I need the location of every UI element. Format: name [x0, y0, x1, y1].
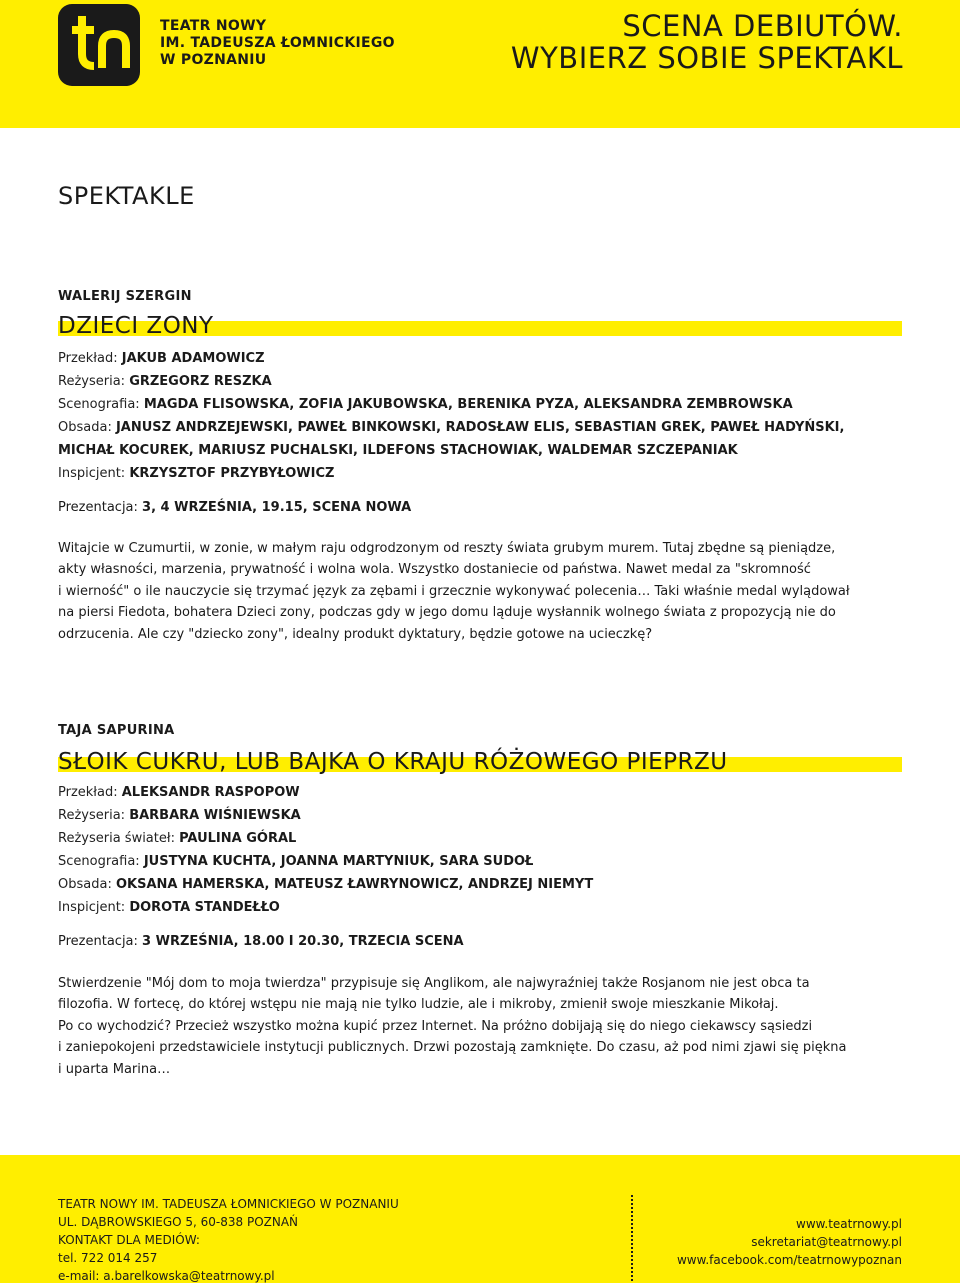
credits-list	[58, 781, 593, 919]
credit-label: Reżyseria świateł:	[58, 831, 175, 846]
play-author: WALERIJ SZERGIN	[58, 289, 192, 304]
credit-line	[58, 850, 593, 873]
org-line: W POZNANIU	[160, 52, 267, 68]
credit-line	[58, 781, 593, 804]
credit-value: PAULINA GÓRAL	[179, 831, 297, 846]
headline	[511, 10, 903, 74]
credit-label: Inspicjent:	[58, 466, 126, 481]
org-line: IM. TADEUSZA ŁOMNICKIEGO	[160, 35, 395, 51]
tn-logo-icon	[58, 4, 140, 86]
presentation-line	[58, 500, 411, 515]
credit-value: BARBARA WIŚNIEWSKA	[129, 808, 301, 823]
description-line: i zaniepokojeni przedstawiciele instytucji publicznych. Drzwi pozostają zamknięte. Do czasu, aż pod nimi zjawi się piękna	[58, 1040, 847, 1056]
footer-bar	[0, 1155, 960, 1283]
secretariat-email-link[interactable]: sekretariat@teatrnowy.pl	[751, 1235, 902, 1249]
credit-label: Obsada:	[58, 420, 112, 435]
credit-label: Przekład:	[58, 785, 118, 800]
footer-line: tel. 722 014 257	[58, 1251, 158, 1265]
description-line: akty własności, marzenia, prywatność i wolna wola. Wszystko dostaniecie od państwa. Nawet medal za "skromność	[58, 562, 811, 578]
play-description	[58, 973, 908, 1080]
credit-line	[58, 347, 844, 370]
credit-line	[58, 416, 844, 439]
organization-name	[160, 18, 395, 69]
description-line: Stwierdzenie "Mój dom to moja twierdza" przypisuje się Anglikom, ale najwyraźniej także Rosjanom nie jest obca ta	[58, 976, 810, 991]
credit-value: ALEKSANDR RASPOPOW	[121, 785, 300, 800]
headline-line: SCENA DEBIUTÓW.	[622, 9, 903, 43]
description-line: i uparta Marina…	[58, 1061, 171, 1077]
credit-value: JANUSZ ANDRZEJEWSKI, PAWEŁ BINKOWSKI, RADOSŁAW ELIS, SEBASTIAN GREK, PAWEŁ HADYŃSKI,	[115, 420, 845, 435]
footer-contact	[58, 1195, 399, 1285]
description-line: filozofia. W fortecę, do której wstępu nie mają nie tylko ludzie, ale i mikroby, zmienił swoje mieszkanie Mikołaj.	[58, 997, 779, 1013]
footer-line: TEATR NOWY IM. TADEUSZA ŁOMNICKIEGO W POZNANIU	[58, 1197, 399, 1211]
footer-line: KONTAKT DLA MEDIÓW:	[58, 1233, 200, 1247]
credit-label: Przekład:	[58, 351, 118, 366]
credit-line	[58, 439, 844, 462]
play-title: SŁOIK CUKRU, LUB BAJKA O KRAJU RÓŻOWEGO PIEPRZU	[58, 752, 902, 772]
credit-line	[58, 393, 844, 416]
play-description	[58, 538, 908, 645]
credit-label: Inspicjent:	[58, 900, 126, 915]
website-link[interactable]: www.teatrnowy.pl	[796, 1217, 902, 1231]
credit-label: Reżyseria:	[58, 808, 126, 823]
section-title: SPEKTAKLE	[58, 182, 195, 210]
theatre-logo	[58, 4, 140, 86]
presentation-value: 3, 4 WRZEŚNIA, 19.15, SCENA NOWA	[142, 500, 412, 515]
credit-value: KRZYSZTOF PRZYBYŁOWICZ	[129, 466, 335, 481]
presentation-value: 3 WRZEŚNIA, 18.00 I 20.30, TRZECIA SCENA	[142, 934, 464, 949]
presentation-label: Prezentacja:	[58, 500, 138, 515]
presentation-label: Prezentacja:	[58, 934, 138, 949]
description-line: odrzucenia. Ale czy "dziecko zony", idealny produkt dyktatury, będzie gotowe na ucieczkę?	[58, 626, 653, 642]
credit-line	[58, 827, 593, 850]
credit-line	[58, 462, 844, 485]
credit-value: MICHAŁ KOCUREK, MARIUSZ PUCHALSKI, ILDEFONS STACHOWIAK, WALDEMAR SZCZEPANIAK	[58, 443, 738, 458]
play-author: TAJA SAPURINA	[58, 723, 175, 738]
credit-value: OKSANA HAMERSKA, MATEUSZ ŁAWRYNOWICZ, ANDRZEJ NIEMYT	[115, 877, 594, 892]
credit-label: Reżyseria:	[58, 374, 126, 389]
credit-label: Obsada:	[58, 877, 112, 892]
credit-label: Scenografia:	[58, 854, 140, 869]
footer-links	[677, 1215, 902, 1269]
credit-line	[58, 896, 593, 919]
play-title: DZIECI ZONY	[58, 316, 902, 336]
description-line: na piersi Fiedota, bohatera Dzieci zony, podczas gdy w jego domu ląduje wysłannik wolnego świata z propozycją nie do	[58, 605, 836, 621]
credit-value: DOROTA STANDEŁŁO	[129, 900, 280, 915]
credit-line	[58, 873, 593, 896]
credit-line	[58, 370, 844, 393]
credit-value: JUSTYNA KUCHTA, JOANNA MARTYNIUK, SARA SUDOŁ	[143, 854, 534, 869]
credit-value: MAGDA FLISOWSKA, ZOFIA JAKUBOWSKA, BERENIKA PYZA, ALEKSANDRA ZEMBROWSKA	[143, 397, 793, 412]
headline-line: WYBIERZ SOBIE SPEKTAKL	[510, 41, 903, 75]
footer-email[interactable]: e-mail: a.barelkowska@teatrnowy.pl	[58, 1269, 275, 1283]
credits-list	[58, 347, 844, 485]
credit-value: JAKUB ADAMOWICZ	[121, 351, 265, 366]
facebook-link[interactable]: www.facebook.com/teatrnowypoznan	[676, 1253, 902, 1267]
header-bar	[0, 0, 960, 128]
credit-label: Scenografia:	[58, 397, 140, 412]
footer-line: UL. DĄBROWSKIEGO 5, 60-838 POZNAŃ	[58, 1215, 299, 1229]
org-line: TEATR NOWY	[160, 18, 267, 34]
footer-divider	[631, 1195, 633, 1281]
credit-value: GRZEGORZ RESZKA	[129, 374, 272, 389]
description-line: i wierność" o ile nauczycie się trzymać język za zębami i grzecznie wykonywać polecenia… Taki właśnie medal wylądował	[58, 583, 850, 599]
presentation-line	[58, 934, 464, 949]
description-line: Po co wychodzić? Przecież wszystko można kupić przez Internet. Na próżno dobijają się do niego ciekawscy sąsiedzi	[58, 1018, 813, 1034]
description-line: Witajcie w Czumurtii, w zonie, w małym raju odgrodzonym od reszty świata grubym murem. Tutaj zbędne są pieniądze,	[58, 541, 836, 556]
credit-line	[58, 804, 593, 827]
